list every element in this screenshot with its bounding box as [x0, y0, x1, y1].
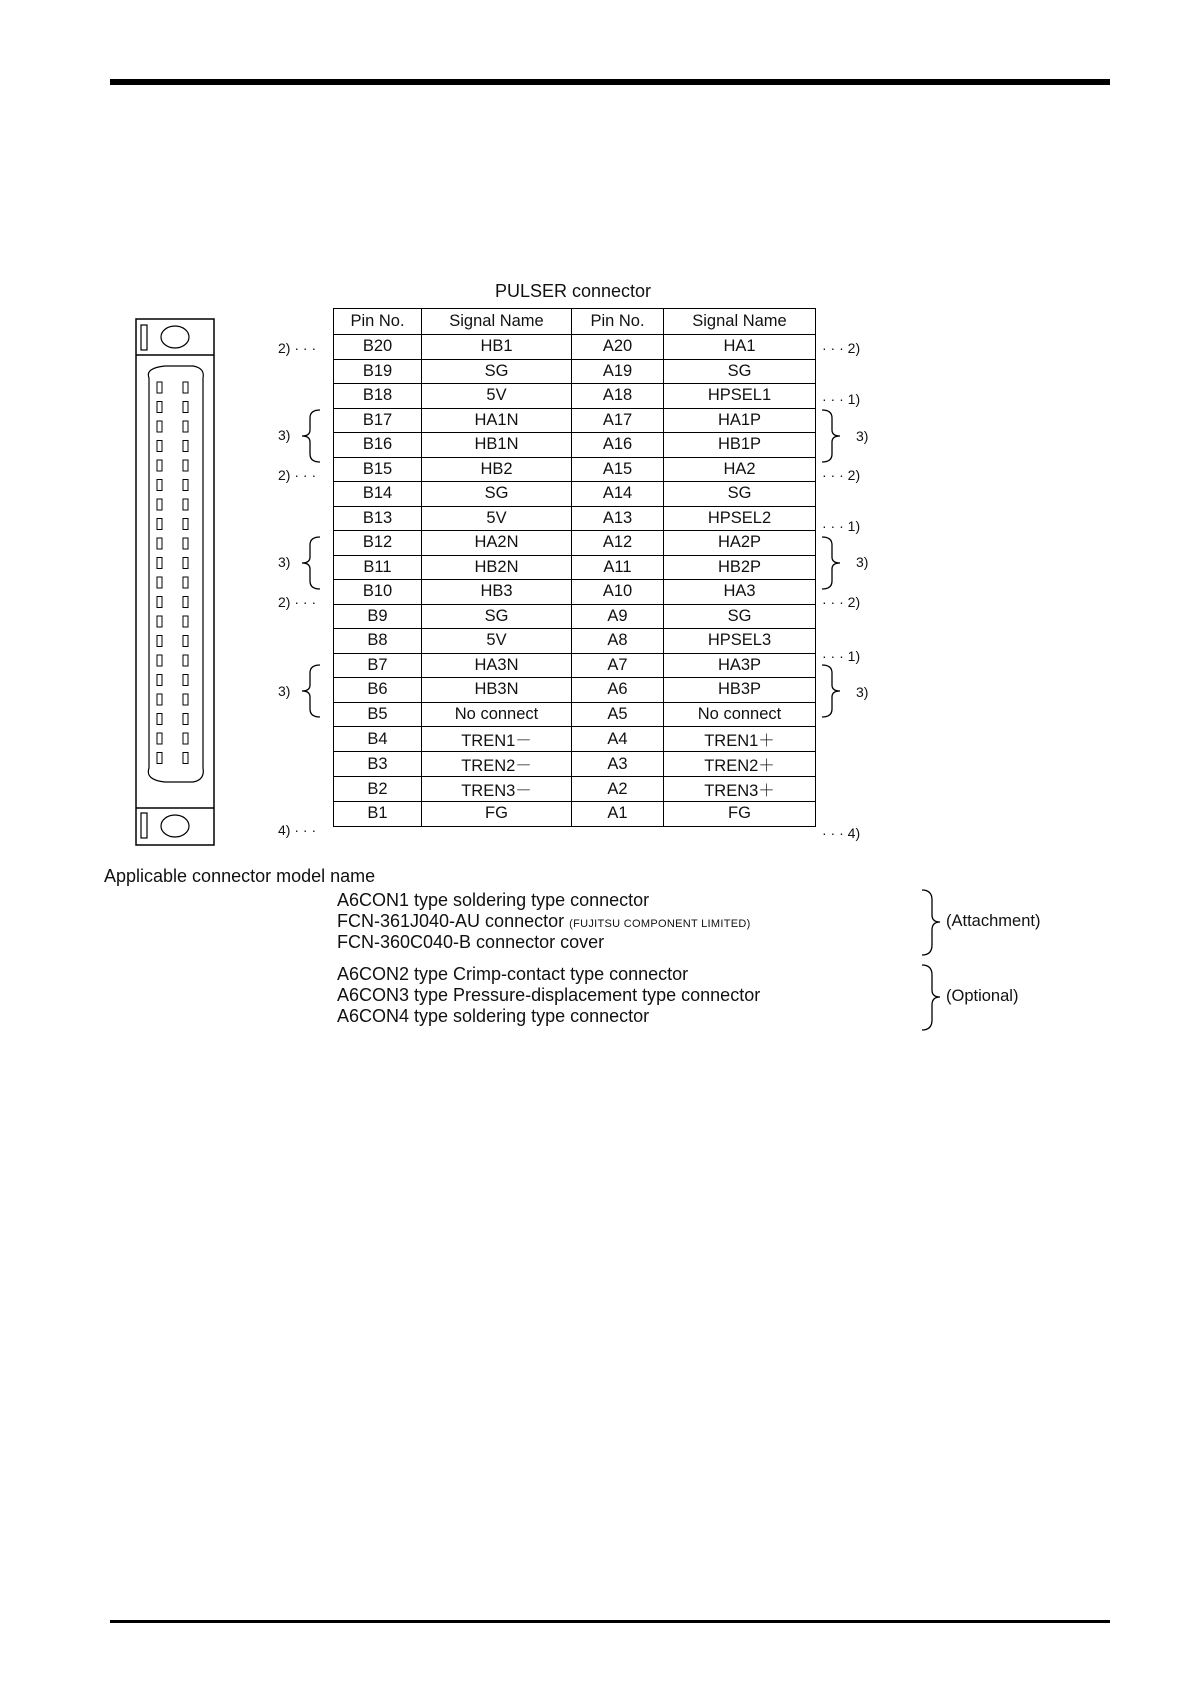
signal-b-cell: TREN3－	[422, 777, 572, 802]
signal-a-cell: No connect	[664, 702, 816, 727]
pin-slot	[183, 441, 188, 452]
pin-slot	[157, 480, 162, 491]
signal-a-cell: HA3	[664, 580, 816, 605]
pin-slot	[183, 675, 188, 686]
header-pin-b: Pin No.	[334, 309, 422, 335]
pin-a-cell: A7	[572, 653, 664, 678]
pin-slot	[183, 382, 188, 393]
table-row	[334, 580, 816, 605]
pin-b-cell: B16	[334, 433, 422, 458]
pin-slot	[183, 421, 188, 432]
pin-a-cell: A15	[572, 457, 664, 482]
pin-slot	[157, 616, 162, 627]
pin-a-cell: A20	[572, 335, 664, 360]
right-brace-a17-a16	[822, 410, 840, 462]
pin-slot	[157, 753, 162, 764]
pin-b-cell: B1	[334, 802, 422, 827]
pin-b-cell: B12	[334, 531, 422, 556]
signal-b-cell: HB3N	[422, 678, 572, 703]
note-left-b20: 2) · · ·	[278, 340, 317, 356]
signal-b-cell: HA3N	[422, 653, 572, 678]
pin-slot	[183, 694, 188, 705]
applicable-title: Applicable connector model name	[104, 866, 376, 886]
header-pin-a: Pin No.	[572, 309, 664, 335]
attachment-line-2-maker: (FUJITSU COMPONENT LIMITED)	[569, 918, 751, 930]
signal-b-cell: HA2N	[422, 531, 572, 556]
pin-slot	[183, 538, 188, 549]
table-row	[334, 506, 816, 531]
attachment-line-3: FCN-360C040-B connector cover	[337, 932, 605, 952]
signal-a-cell: HA1	[664, 335, 816, 360]
table-header-row	[334, 309, 816, 335]
right-brace-a7-a6	[822, 665, 840, 717]
optional-label: (Optional)	[946, 987, 1019, 1005]
note-left-b10: 2) · · ·	[278, 594, 317, 610]
bottom-rule	[110, 1620, 1110, 1623]
pin-b-cell: B8	[334, 629, 422, 654]
pin-slot	[157, 577, 162, 588]
note-left-b15: 2) · · ·	[278, 467, 317, 483]
pin-slot	[157, 558, 162, 569]
signal-b-cell: No connect	[422, 702, 572, 727]
signal-b-cell: HB2N	[422, 555, 572, 580]
pin-b-cell: B9	[334, 604, 422, 629]
table-row	[334, 802, 816, 827]
signal-b-cell: SG	[422, 604, 572, 629]
pin-b-cell: B13	[334, 506, 422, 531]
pin-slot	[157, 636, 162, 647]
right-brace-a12-a11	[822, 537, 840, 589]
attachment-line-1: A6CON1 type soldering type connector	[337, 890, 650, 910]
top-rule	[110, 79, 1110, 85]
left-brace-b17-b16	[302, 410, 320, 462]
header-signal-b: Signal Name	[422, 309, 572, 335]
signal-a-cell: HPSEL1	[664, 384, 816, 409]
signal-a-cell: TREN2＋	[664, 752, 816, 777]
pin-b-cell: B6	[334, 678, 422, 703]
signal-b-cell: 5V	[422, 506, 572, 531]
attachment-line-2	[337, 911, 751, 932]
pin-a-cell: A17	[572, 408, 664, 433]
pin-b-cell: B11	[334, 555, 422, 580]
optional-line-3: A6CON4 type soldering type connector	[337, 1006, 650, 1026]
attachment-label: (Attachment)	[946, 912, 1041, 930]
note-right-a10: · · · 2)	[822, 594, 861, 610]
pin-slot	[183, 499, 188, 510]
pin-slot	[157, 597, 162, 608]
pin-slot	[183, 714, 188, 725]
table-row	[334, 457, 816, 482]
attachment-brace	[922, 890, 940, 955]
pin-slot	[157, 538, 162, 549]
note-left-b12-b11: 3)	[278, 554, 291, 570]
note-left-b17-b16: 3)	[278, 427, 291, 443]
attachment-line-2-main: FCN-361J040-AU connector	[337, 911, 565, 931]
pin-a-cell: A2	[572, 777, 664, 802]
signal-a-cell: TREN3＋	[664, 777, 816, 802]
pin-a-cell: A11	[572, 555, 664, 580]
pin-b-cell: B17	[334, 408, 422, 433]
table-row	[334, 384, 816, 409]
pin-slot	[183, 558, 188, 569]
signal-b-cell: HA1N	[422, 408, 572, 433]
pin-a-cell: A4	[572, 727, 664, 752]
pin-slot	[183, 577, 188, 588]
note-right-a12-a11: 3)	[856, 554, 869, 570]
pin-b-cell: B10	[334, 580, 422, 605]
pin-a-cell: A18	[572, 384, 664, 409]
pin-slot	[157, 655, 162, 666]
pin-slot	[157, 733, 162, 744]
pin-slot	[183, 597, 188, 608]
diagram-title: PULSER connector	[494, 281, 652, 301]
pin-slot	[183, 480, 188, 491]
signal-a-cell: HB2P	[664, 555, 816, 580]
signal-a-cell: HA2	[664, 457, 816, 482]
pin-a-cell: A19	[572, 359, 664, 384]
table-row	[334, 653, 816, 678]
signal-a-cell: SG	[664, 604, 816, 629]
signal-b-cell: HB1	[422, 335, 572, 360]
signal-a-cell: HPSEL2	[664, 506, 816, 531]
pin-slot	[157, 460, 162, 471]
pin-slot	[183, 636, 188, 647]
note-right-a7-a6: 3)	[856, 684, 869, 700]
pin-a-cell: A12	[572, 531, 664, 556]
pin-b-cell: B14	[334, 482, 422, 507]
note-right-a1: · · · 4)	[822, 825, 861, 841]
pin-a-cell: A13	[572, 506, 664, 531]
signal-b-cell: TREN1－	[422, 727, 572, 752]
connector-drawing	[135, 318, 215, 846]
pin-slot	[157, 441, 162, 452]
table-row	[334, 727, 816, 752]
note-right-a17-a16: 3)	[856, 428, 869, 444]
pin-b-cell: B5	[334, 702, 422, 727]
signal-b-cell: 5V	[422, 629, 572, 654]
table-row	[334, 482, 816, 507]
signal-b-cell: 5V	[422, 384, 572, 409]
pin-b-cell: B7	[334, 653, 422, 678]
pin-slot	[157, 402, 162, 413]
pin-slot	[157, 714, 162, 725]
note-left-b7-b6: 3)	[278, 683, 291, 699]
table-row	[334, 752, 816, 777]
table-row	[334, 359, 816, 384]
pin-a-cell: A16	[572, 433, 664, 458]
pin-b-cell: B4	[334, 727, 422, 752]
pin-b-cell: B18	[334, 384, 422, 409]
signal-a-cell: SG	[664, 359, 816, 384]
pin-a-cell: A9	[572, 604, 664, 629]
note-right-a18: · · · 1)	[822, 391, 861, 407]
optional-brace	[922, 965, 940, 1030]
signal-b-cell: SG	[422, 359, 572, 384]
pin-slot	[183, 753, 188, 764]
table-row	[334, 433, 816, 458]
signal-a-cell: SG	[664, 482, 816, 507]
pin-b-cell: B19	[334, 359, 422, 384]
pin-a-cell: A5	[572, 702, 664, 727]
signal-a-cell: HA1P	[664, 408, 816, 433]
pin-slot	[157, 421, 162, 432]
header-signal-a: Signal Name	[664, 309, 816, 335]
signal-a-cell: HPSEL3	[664, 629, 816, 654]
pin-a-cell: A10	[572, 580, 664, 605]
pin-b-cell: B20	[334, 335, 422, 360]
table-row	[334, 335, 816, 360]
table-row	[334, 531, 816, 556]
pin-slot	[183, 616, 188, 627]
pin-slot	[157, 675, 162, 686]
pin-a-cell: A8	[572, 629, 664, 654]
signal-a-cell: TREN1＋	[664, 727, 816, 752]
signal-a-cell: HA3P	[664, 653, 816, 678]
pin-a-cell: A1	[572, 802, 664, 827]
pin-slot	[183, 460, 188, 471]
pin-slot	[157, 499, 162, 510]
signal-b-cell: HB3	[422, 580, 572, 605]
table-row	[334, 678, 816, 703]
pin-a-cell: A14	[572, 482, 664, 507]
note-right-a15: · · · 2)	[822, 467, 861, 483]
signal-a-cell: HA2P	[664, 531, 816, 556]
note-right-a20: · · · 2)	[822, 340, 861, 356]
left-brace-b12-b11	[302, 537, 320, 589]
pin-slot	[157, 382, 162, 393]
pin-table	[333, 308, 816, 827]
table-row	[334, 702, 816, 727]
pin-slot	[183, 655, 188, 666]
table-row	[334, 629, 816, 654]
table-row	[334, 604, 816, 629]
pin-b-cell: B15	[334, 457, 422, 482]
table-row	[334, 555, 816, 580]
pin-slot	[183, 733, 188, 744]
pin-slot	[157, 694, 162, 705]
table-row	[334, 777, 816, 802]
note-left-b1: 4) · · ·	[278, 822, 317, 838]
signal-b-cell: TREN2－	[422, 752, 572, 777]
optional-line-2: A6CON3 type Pressure-displacement type connector	[337, 985, 761, 1005]
note-right-a8: · · · 1)	[822, 648, 861, 664]
signal-a-cell: HB3P	[664, 678, 816, 703]
pin-a-cell: A6	[572, 678, 664, 703]
pin-slot	[183, 519, 188, 530]
optional-line-1: A6CON2 type Crimp-contact type connector	[337, 964, 689, 984]
pin-slot	[183, 402, 188, 413]
signal-a-cell: HB1P	[664, 433, 816, 458]
pin-a-cell: A3	[572, 752, 664, 777]
signal-b-cell: SG	[422, 482, 572, 507]
signal-b-cell: FG	[422, 802, 572, 827]
signal-b-cell: HB1N	[422, 433, 572, 458]
table-row	[334, 408, 816, 433]
signal-b-cell: HB2	[422, 457, 572, 482]
pin-b-cell: B3	[334, 752, 422, 777]
left-brace-b7-b6	[302, 665, 320, 717]
pin-slot	[157, 519, 162, 530]
signal-a-cell: FG	[664, 802, 816, 827]
note-right-a13: · · · 1)	[822, 518, 861, 534]
pin-b-cell: B2	[334, 777, 422, 802]
